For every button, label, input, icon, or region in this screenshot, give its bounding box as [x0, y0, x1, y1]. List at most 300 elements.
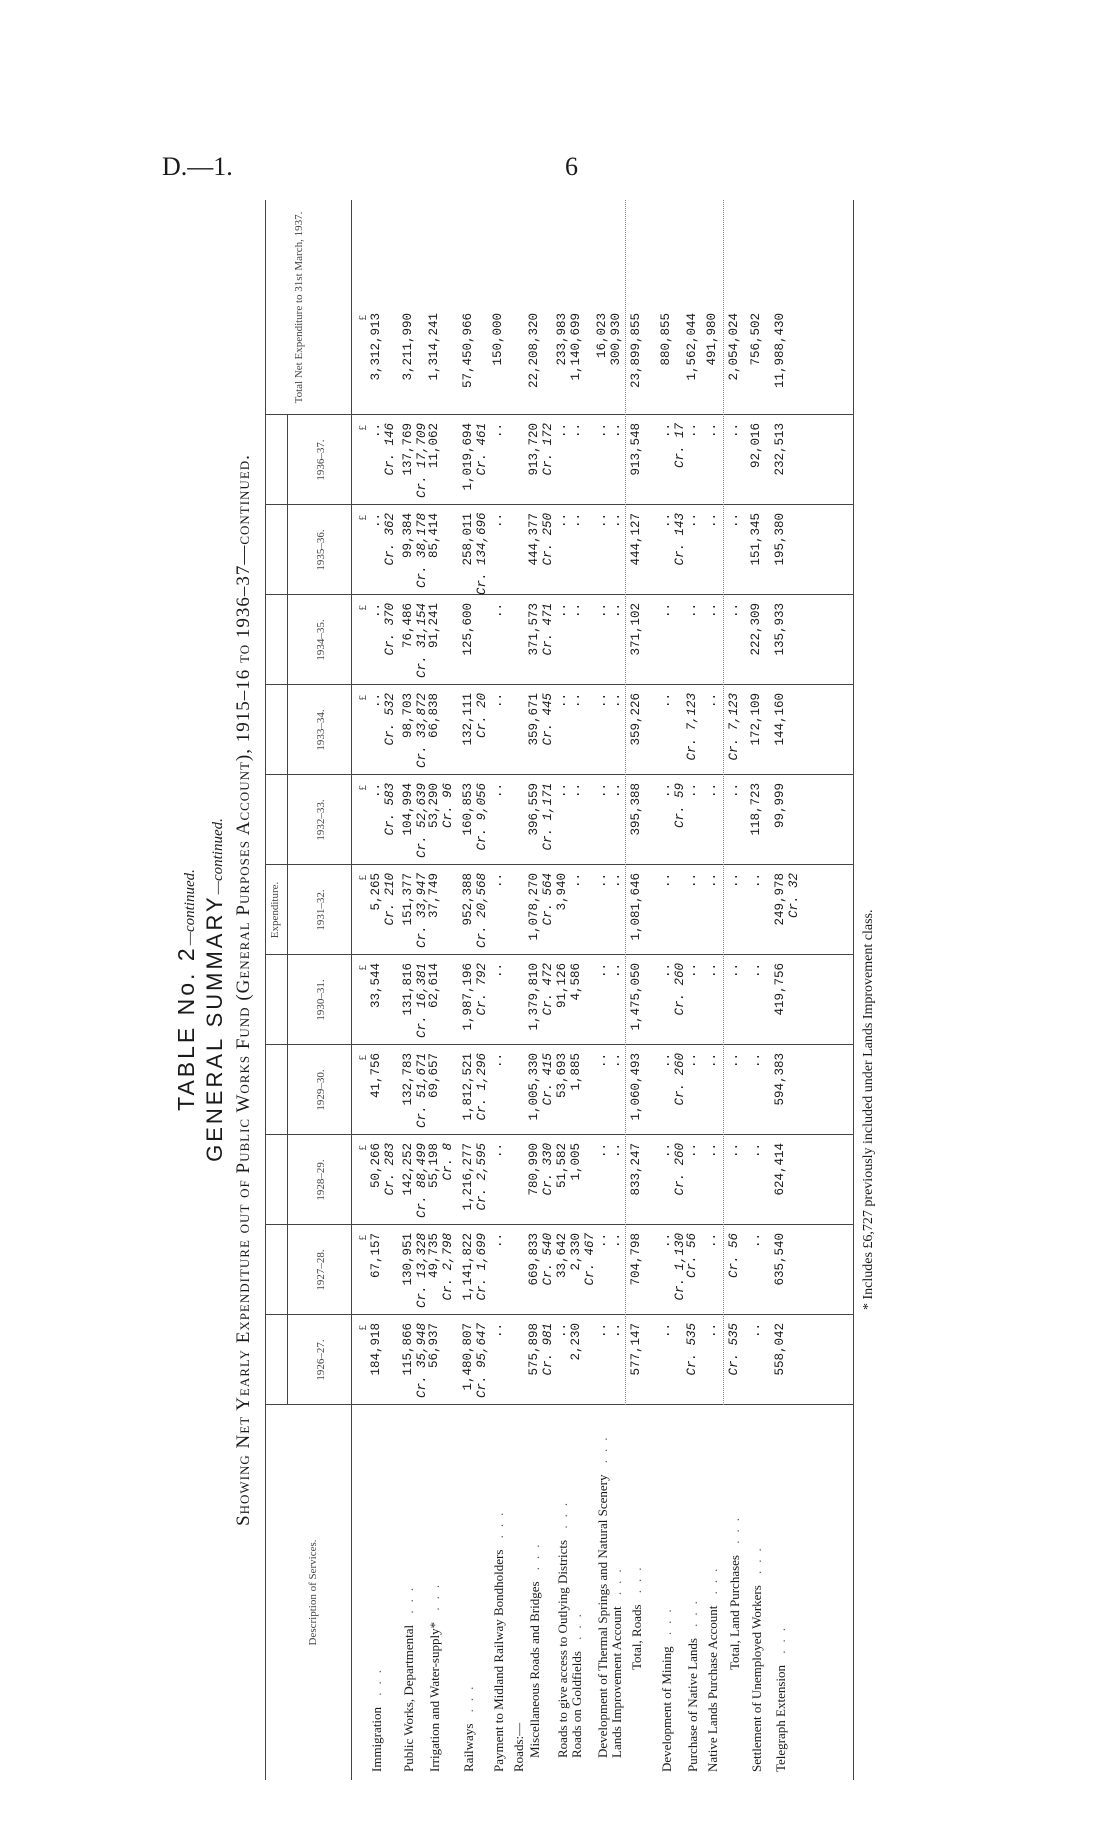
table-cell: 132,111 [461, 693, 475, 746]
table-cell: .. [491, 963, 505, 979]
table-cell: 160,853 [461, 783, 475, 836]
table-cell: 23,899,855 [629, 313, 643, 389]
table-cell: .. [685, 513, 699, 529]
table-cell: .. [749, 1053, 763, 1069]
leader-dots: ... [461, 1678, 476, 1724]
table-cell: 11,988,430 [773, 313, 787, 389]
table-cell: 151,377 [401, 873, 415, 926]
table-cell: Cr. 445 [541, 693, 555, 746]
total-rule [625, 200, 626, 1405]
table-cell: .. [491, 693, 505, 709]
leader-dots: ... [629, 1559, 644, 1605]
table-cell: Cr. 981 [541, 1323, 555, 1376]
table-cell: Cr. 51,671 [415, 1053, 429, 1129]
table-cell: Cr. 38,178 [415, 513, 429, 589]
table-cell: 575,898 [527, 1323, 541, 1376]
row-label-text: Public Works, Departmental [401, 1624, 416, 1772]
leader-dots: ... [491, 1504, 506, 1550]
table-cell: 1,480,807 [461, 1323, 475, 1391]
table-cell: Cr. 52,639 [415, 783, 429, 859]
table-cell: .. [369, 513, 383, 529]
table-cell: Cr. 143 [673, 513, 687, 566]
currency-symbol: £ [357, 1055, 369, 1061]
table-cell: 300,930 [609, 313, 623, 366]
row-label-text: Irrigation and Water-supply* [427, 1621, 442, 1772]
table-cell: .. [595, 513, 609, 529]
table-cell: .. [705, 603, 719, 619]
table-cell: .. [609, 693, 623, 709]
table-cell: 222,309 [749, 603, 763, 656]
table-cell: 577,147 [629, 1323, 643, 1376]
table-cell: .. [749, 873, 763, 889]
table-cell: .. [569, 873, 583, 889]
header-description: Description of Services. [307, 1539, 319, 1646]
table-cell: 669,833 [527, 1233, 541, 1286]
table-cell: .. [659, 423, 673, 439]
table-cell: .. [491, 783, 505, 799]
row-label-text: Lands Improvement Account [609, 1606, 624, 1758]
table-cell: 3,211,990 [401, 313, 415, 381]
table-top-rule [265, 200, 266, 1780]
leader-dots: ... [705, 1560, 720, 1606]
row-label-text: Roads:— [511, 1722, 526, 1772]
row-label-text: Total, Land Purchases [727, 1555, 742, 1670]
table-cell: Cr. 471 [541, 603, 555, 656]
table-cell: 184,918 [369, 1323, 383, 1376]
header-year: 1928–29. [315, 1159, 327, 1201]
table-cell: Cr. 13,328 [415, 1233, 429, 1309]
table-cell: .. [659, 1323, 673, 1339]
currency-symbol: £ [357, 875, 369, 881]
table-cell: .. [555, 513, 569, 529]
table-cell: 4,586 [569, 963, 583, 1001]
table-cell: .. [491, 1233, 505, 1249]
header-total: Total Net Expenditure to 31st March, 1937. [293, 211, 305, 404]
table-cell: Cr. 415 [541, 1053, 555, 1106]
table-cell: 92,016 [749, 423, 763, 469]
table-cell: .. [609, 1323, 623, 1339]
table-cell: 444,377 [527, 513, 541, 566]
table-cell: 1,019,694 [461, 423, 475, 491]
table-cell: 913,548 [629, 423, 643, 476]
table-cell: Cr. 95,647 [475, 1323, 489, 1399]
row-label [609, 1561, 625, 1758]
table-cell: 142,252 [401, 1143, 415, 1196]
table-cell: 150,000 [491, 313, 505, 366]
table-cell: .. [685, 963, 699, 979]
table-cell: .. [727, 963, 741, 979]
table-cell: Cr. 250 [541, 513, 555, 566]
leader-dots: ... [685, 1593, 700, 1639]
table-cell: 55,198 [427, 1143, 441, 1189]
table-cell: .. [727, 1053, 741, 1069]
table-cell: 137,769 [401, 423, 415, 476]
leader-dots: ... [749, 1540, 764, 1586]
table-cell: 1,812,521 [461, 1053, 475, 1121]
table-cell: 1,060,493 [629, 1053, 643, 1121]
table-cell: 5,265 [369, 873, 383, 911]
header-year: 1931–32. [315, 889, 327, 931]
table-cell: .. [369, 603, 383, 619]
table-cell: .. [659, 963, 673, 979]
table-cell: 57,450,966 [461, 313, 475, 389]
table-cell: 913,720 [527, 423, 541, 476]
row-label-text: Development of Thermal Springs and Natural Scenery [595, 1474, 610, 1758]
table-cell: .. [595, 1233, 609, 1249]
table-cell: 3,312,913 [369, 313, 383, 381]
table-cell: .. [685, 603, 699, 619]
table-cell: .. [491, 513, 505, 529]
table-cell: 104,994 [401, 783, 415, 836]
currency-symbol: £ [357, 605, 369, 611]
table-cell: .. [749, 1143, 763, 1159]
expenditure-table [265, 200, 853, 1780]
table-cell: Cr. 146 [383, 423, 397, 476]
table-cell: 91,241 [427, 603, 441, 649]
table-cell: Cr. 260 [673, 1053, 687, 1106]
total-rule [723, 200, 724, 1405]
table-cell: Cr. 1,171 [541, 783, 555, 851]
table-cell: 952,388 [461, 873, 475, 926]
table-cell: 359,226 [629, 693, 643, 746]
rotated-page-content [175, 200, 975, 1780]
table-cell: Cr. 532 [383, 693, 397, 746]
currency-symbol: £ [357, 785, 369, 791]
table-cell: 99,384 [401, 513, 415, 559]
table-cell: 130,951 [401, 1233, 415, 1286]
table-cell: .. [491, 873, 505, 889]
table-cell: 833,247 [629, 1143, 643, 1196]
table-cell: Cr. 56 [727, 1233, 741, 1279]
row-label-text: Telegraph Extension [773, 1664, 788, 1772]
header-year: 1926–27. [315, 1339, 327, 1381]
table-cell: Cr. 134,696 [475, 512, 489, 595]
table-cell: .. [685, 1143, 699, 1159]
table-cell: Cr. 7,123 [685, 693, 699, 761]
leader-dots: ... [369, 1662, 384, 1707]
leader-dots: ... [569, 1606, 584, 1652]
table-cell: 371,102 [629, 603, 643, 656]
row-label-text: Settlement of Unemployed Workers [749, 1585, 764, 1772]
table-cell: .. [369, 693, 383, 709]
table-cell: .. [705, 423, 719, 439]
table-cell: 62,614 [427, 963, 441, 1009]
table-cell: 756,502 [749, 313, 763, 366]
table-cell: .. [609, 513, 623, 529]
table-cell: 419,756 [773, 963, 787, 1016]
table-cell: Cr. 210 [383, 873, 397, 926]
table-cell: .. [595, 423, 609, 439]
table-cell: Cr. 35,948 [415, 1323, 429, 1399]
currency-symbol: £ [357, 1325, 369, 1331]
table-cell: 444,127 [629, 513, 643, 566]
table-cell: .. [569, 693, 583, 709]
table-cell: .. [595, 1053, 609, 1069]
currency-symbol: £ [357, 1145, 369, 1151]
leader-dots: ... [427, 1576, 442, 1622]
table-cell: 144,160 [773, 693, 787, 746]
row-label [727, 1510, 743, 1670]
table-cell: Cr. 16,381 [415, 963, 429, 1039]
table-cell: .. [659, 513, 673, 529]
table-cell: .. [749, 1323, 763, 1339]
table-cell: Cr. 370 [383, 603, 397, 656]
table-cell: .. [555, 603, 569, 619]
row-label [369, 1662, 385, 1772]
currency-symbol: £ [357, 515, 369, 521]
table-cell: 1,005,330 [527, 1053, 541, 1121]
table-cell: Cr. 472 [541, 963, 555, 1016]
currency-symbol: £ [357, 1235, 369, 1241]
table-cell: 396,559 [527, 783, 541, 836]
table-cell: 115,866 [401, 1323, 415, 1376]
row-label-text: Development of Mining [659, 1646, 674, 1772]
page-number: 6 [565, 152, 578, 181]
table-cell: .. [595, 963, 609, 979]
table-cell: 558,042 [773, 1323, 787, 1376]
row-label-text: Railways [461, 1723, 476, 1772]
table-cell: 67,157 [369, 1233, 383, 1279]
row-label-text: Payment to Midland Railway Bondholders [491, 1549, 506, 1772]
table-cell: .. [749, 963, 763, 979]
row-label [427, 1577, 443, 1772]
table-cell: .. [491, 1323, 505, 1339]
table-cell: Cr. 283 [383, 1143, 397, 1196]
row-label [685, 1593, 701, 1772]
table-cell: .. [659, 873, 673, 889]
table-cell: 69,657 [427, 1053, 441, 1099]
table-cell: 53,693 [555, 1053, 569, 1099]
table-cell: .. [609, 1053, 623, 1069]
table-cell: .. [595, 1143, 609, 1159]
row-label [461, 1679, 477, 1772]
table-cell: 1,885 [569, 1053, 583, 1091]
header-year: 1933–34. [315, 709, 327, 751]
table-cell: .. [369, 423, 383, 439]
row-label-text: Roads to give access to Outlying Districts [555, 1539, 570, 1758]
table-cell: 371,573 [527, 603, 541, 656]
row-label-text: Native Lands Purchase Account [705, 1605, 720, 1772]
row-label-text: Immigration [369, 1707, 384, 1772]
row-label [511, 1723, 527, 1772]
table-cell: .. [705, 1143, 719, 1159]
table-cell: .. [705, 513, 719, 529]
table-cell: .. [595, 603, 609, 619]
table-cell: Cr. 8 [441, 1143, 455, 1181]
row-label-text: Total, Roads [629, 1604, 644, 1670]
table-cell: 91,126 [555, 963, 569, 1009]
table-cell: 880,855 [659, 313, 673, 366]
table-cell: 258,011 [461, 513, 475, 566]
table-cell: .. [705, 1053, 719, 1069]
table-cell: Cr. 260 [673, 963, 687, 1016]
table-cell: .. [727, 1143, 741, 1159]
table-title [173, 200, 200, 1780]
table-cell: .. [749, 1233, 763, 1249]
summary-title-suffix: —continued. [210, 818, 226, 895]
leader-dots: ... [773, 1619, 788, 1665]
table-cell: 53,290 [427, 783, 441, 829]
row-label [773, 1620, 789, 1772]
table-cell: 704,798 [629, 1233, 643, 1286]
table-cell: 99,999 [773, 783, 787, 829]
table-cell: .. [659, 1233, 673, 1249]
summary-heading: GENERAL SUMMARY [202, 894, 227, 1162]
table-cell: 3,940 [555, 873, 569, 911]
table-cell: 395,388 [629, 783, 643, 836]
table-cell: Cr. 88,499 [415, 1143, 429, 1219]
table-cell: 50,266 [369, 1143, 383, 1189]
header-year: 1935–36. [315, 529, 327, 571]
table-cell: .. [659, 693, 673, 709]
row-label [629, 1559, 645, 1670]
table-cell: Cr. 2,798 [441, 1233, 455, 1301]
table-cell: Cr. 96 [441, 783, 455, 829]
table-cell: 2,054,024 [727, 313, 741, 381]
table-cell: .. [659, 1143, 673, 1159]
table-cell: .. [555, 423, 569, 439]
table-cell: .. [705, 693, 719, 709]
table-cell: 132,783 [401, 1053, 415, 1106]
table-cell: 151,345 [749, 513, 763, 566]
table-cell: 594,383 [773, 1053, 787, 1106]
summary-title [202, 200, 228, 1780]
table-cell: .. [727, 423, 741, 439]
leader-dots: ... [527, 1536, 542, 1582]
row-label-text: Miscellaneous Roads and Bridges [527, 1581, 542, 1758]
table-number: TABLE No. 2 [173, 945, 199, 1111]
currency-symbol: £ [357, 695, 369, 701]
table-cell: .. [555, 783, 569, 799]
table-cell: .. [569, 513, 583, 529]
table-cell: .. [609, 1233, 623, 1249]
table-cell: .. [609, 603, 623, 619]
currency-symbol: £ [357, 965, 369, 971]
table-cell: 1,081,646 [629, 873, 643, 941]
table-cell: 232,513 [773, 423, 787, 476]
table-cell: 125,600 [461, 603, 475, 656]
table-cell: 1,987,196 [461, 963, 475, 1031]
table-cell: Cr. 59 [673, 783, 687, 829]
table-cell: 37,749 [427, 873, 441, 919]
row-label [749, 1540, 765, 1772]
table-bottom-rule [853, 200, 854, 1780]
table-cell: 16,023 [595, 313, 609, 359]
table-subtitle: Showing Net Yearly Expenditure out of Public Works Fund (General Purposes Account), 1915–16 to 1936–37—continued. [233, 454, 254, 1526]
table-cell: 76,486 [401, 603, 415, 649]
table-cell: Cr. 467 [583, 1233, 597, 1286]
table-cell: .. [727, 513, 741, 529]
table-cell: 2,230 [569, 1323, 583, 1361]
table-cell: 1,216,277 [461, 1143, 475, 1211]
table-cell: .. [595, 693, 609, 709]
table-cell: Cr. 20 [475, 693, 489, 739]
table-cell: Cr. 461 [475, 423, 489, 476]
table-cell: .. [705, 1323, 719, 1339]
table-cell: .. [555, 1323, 569, 1339]
table-cell: .. [609, 963, 623, 979]
table-cell: 41,756 [369, 1053, 383, 1099]
table-cell: Cr. 535 [727, 1323, 741, 1376]
table-cell: .. [685, 873, 699, 889]
table-cell: Cr. 33,872 [415, 693, 429, 769]
table-cell: .. [491, 603, 505, 619]
table-cell: .. [705, 963, 719, 979]
table-cell: .. [369, 783, 383, 799]
row-label [569, 1606, 585, 1758]
table-cell: .. [685, 783, 699, 799]
table-cell: .. [609, 783, 623, 799]
table-cell: 1,078,270 [527, 873, 541, 941]
table-cell: .. [555, 693, 569, 709]
table-cell: .. [727, 873, 741, 889]
table-cell: .. [659, 603, 673, 619]
table-cell: .. [727, 783, 741, 799]
table-cell: Cr. 20,568 [475, 873, 489, 949]
expenditure-rule [287, 415, 288, 1405]
row-label [491, 1505, 507, 1772]
table-cell: 195,380 [773, 513, 787, 566]
table-cell: 233,983 [555, 313, 569, 366]
table-cell: 22,208,320 [527, 313, 541, 389]
table-cell: Cr. 583 [383, 783, 397, 836]
row-label-text: Roads on Goldfields [569, 1651, 584, 1758]
table-cell: .. [569, 603, 583, 619]
header-year: 1936–37. [315, 439, 327, 481]
leader-dots: ... [609, 1561, 624, 1607]
header-bottom-rule [351, 200, 352, 1780]
table-cell: 49,735 [427, 1233, 441, 1279]
table-cell: 33,642 [555, 1233, 569, 1279]
table-cell: .. [705, 873, 719, 889]
header-year: 1934–35. [315, 619, 327, 661]
table-cell: Cr. 17 [673, 423, 687, 469]
table-cell: .. [659, 1053, 673, 1069]
table-cell: 118,723 [749, 783, 763, 836]
header-expenditure: Expenditure. [269, 881, 281, 939]
row-label [659, 1601, 675, 1772]
table-cell: Cr. 1,699 [475, 1233, 489, 1301]
table-cell: .. [659, 783, 673, 799]
table-cell: .. [491, 1053, 505, 1069]
table-cell: Cr. 792 [475, 963, 489, 1016]
leader-dots: ... [595, 1429, 610, 1475]
table-cell: Cr. 1,130 [673, 1233, 687, 1301]
table-cell: Cr. 330 [541, 1143, 555, 1196]
table-cell: 780,990 [527, 1143, 541, 1196]
table-cell: 11,062 [427, 423, 441, 469]
table-cell: Cr. 7,123 [727, 693, 741, 761]
table-cell: Cr. 1,296 [475, 1053, 489, 1121]
header-year: 1927–28. [315, 1249, 327, 1291]
table-cell: 1,475,050 [629, 963, 643, 1031]
table-cell: 33,544 [369, 963, 383, 1009]
table-cell: .. [569, 423, 583, 439]
table-cell: 249,978 [773, 873, 787, 926]
table-cell: 1,141,822 [461, 1233, 475, 1301]
table-cell: Cr. 535 [685, 1323, 699, 1376]
row-label [401, 1580, 417, 1772]
row-label [705, 1561, 721, 1772]
table-cell: .. [705, 1233, 719, 1249]
leader-dots: ... [401, 1579, 416, 1625]
table-cell: Cr. 260 [673, 1143, 687, 1196]
table-cell: 2,330 [569, 1233, 583, 1271]
table-cell: .. [685, 1053, 699, 1069]
table-cell: 1,379,810 [527, 963, 541, 1031]
leader-dots: ... [555, 1494, 570, 1540]
currency-symbol: £ [357, 425, 369, 431]
